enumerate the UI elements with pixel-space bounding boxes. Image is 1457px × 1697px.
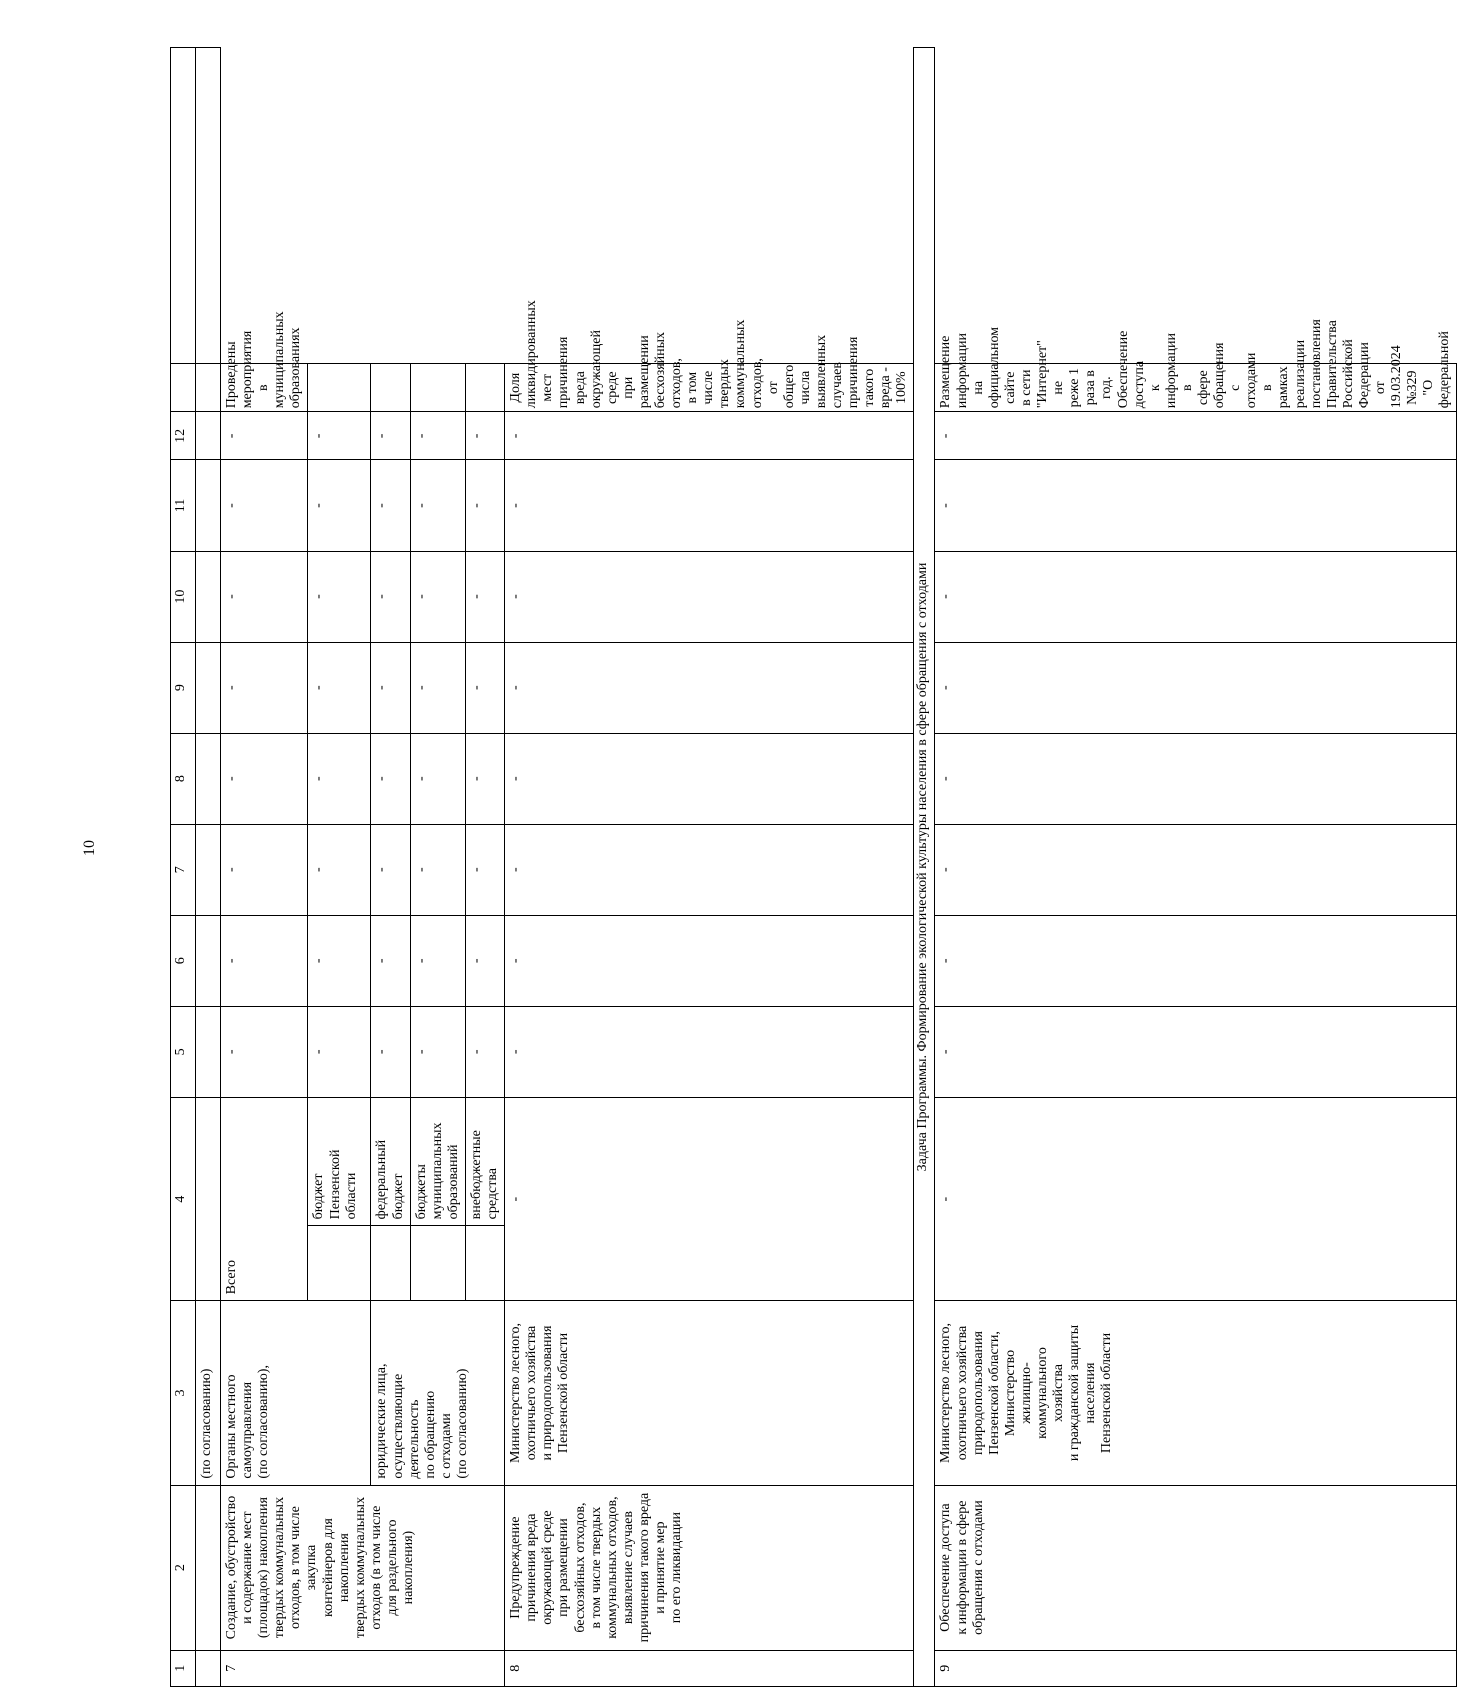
fin-source-label: федеральный бюджет (371, 1097, 410, 1226)
table-row (505, 48, 914, 1687)
value-cell: - (935, 412, 1457, 460)
value-cell: - (935, 915, 1457, 1006)
executor-cell: Министерство лесного, охотничьего хозяйства и природопользования Пензенской области (505, 1301, 914, 1485)
value-cell: - (505, 915, 914, 1006)
program-table (170, 47, 1457, 1687)
value-cell: - (465, 642, 504, 733)
value-cell: - (935, 551, 1457, 642)
row-number: 8 (505, 1650, 914, 1686)
value-cell: - (935, 1006, 1457, 1097)
value-cell: - (410, 460, 465, 551)
fin-source-label: - (935, 1097, 1457, 1301)
executor-cell: Министерство лесного, охотничьего хозяйства природопользования Пензенской области, Министерство жилищно- коммунального хозяйства и гражданской защиты населения Пензенской области (935, 1301, 1457, 1485)
header-cell: 1 (171, 1650, 196, 1686)
header-cell: 7 (171, 824, 196, 915)
header-cell: 3 (171, 1301, 196, 1485)
value-cell: - (935, 824, 1457, 915)
fin-source-label: бюджет Пензенской области (308, 1097, 371, 1226)
fin-source-label: внебюджетные средства (465, 1097, 504, 1226)
value-cell: - (371, 460, 410, 551)
value-cell: - (308, 551, 371, 642)
header-cell: 8 (171, 733, 196, 824)
value-cell: - (308, 1006, 371, 1097)
value-cell: - (935, 460, 1457, 551)
header-cell: 11 (171, 460, 196, 551)
spacer-cell (308, 1226, 371, 1301)
value-cell: - (505, 460, 914, 551)
value-cell: - (465, 460, 504, 551)
header-cell: 2 (171, 1485, 196, 1650)
value-cell: - (465, 551, 504, 642)
rotated-page (170, 47, 1453, 1687)
header-cell: 6 (171, 915, 196, 1006)
value-cell: - (465, 824, 504, 915)
value-cell: - (308, 460, 371, 551)
value-cell: - (308, 733, 371, 824)
value-cell: - (465, 915, 504, 1006)
value-cell: - (505, 733, 914, 824)
table-row (371, 48, 410, 1687)
value-cell: - (465, 1006, 504, 1097)
value-cell: - (308, 824, 371, 915)
value-cell: - (410, 824, 465, 915)
header-cell: 12 (171, 412, 196, 460)
row-number: 9 (935, 1650, 1457, 1686)
value-cell: - (371, 1006, 410, 1097)
value-cell: - (935, 642, 1457, 733)
executor-cell: (по согласованию) (196, 1301, 221, 1485)
header-row (171, 48, 196, 1687)
header-cell: 5 (171, 1006, 196, 1097)
value-cell: - (221, 1006, 308, 1097)
page-number: 10 (81, 840, 98, 856)
value-cell: - (505, 824, 914, 915)
measure-name: Обеспечение доступа к информации в сфере обращения с отходами (935, 1485, 1457, 1650)
fin-source-label: - (505, 1097, 914, 1301)
header-cell: 4 (171, 1097, 196, 1301)
task-row (914, 48, 935, 1687)
value-cell: - (410, 412, 465, 460)
value-cell: - (221, 412, 308, 460)
value-cell: - (465, 412, 504, 460)
value-cell: - (221, 460, 308, 551)
value-cell: - (308, 412, 371, 460)
value-cell: - (221, 551, 308, 642)
value-cell: - (221, 824, 308, 915)
value-cell: - (410, 915, 465, 1006)
header-cell: 10 (171, 551, 196, 642)
value-cell: - (371, 412, 410, 460)
value-cell: - (505, 551, 914, 642)
result-cell: Размещение информации на официальном сайте в сети "Интернет" не реже 1 раза в год. Обеспечение доступа к информации в сфере обращения с отходами в рамках реализации постановления Правительства Российской Федерации от 19.03.2024 №329 "О федеральной (935, 364, 1457, 412)
value-cell: - (410, 551, 465, 642)
value-cell: - (505, 1006, 914, 1097)
header-cell (171, 48, 196, 364)
table-row (935, 48, 1457, 1687)
executor-cell: юридические лица, осуществляющие деятельность по обращению с отходами (по согласованию) (371, 1301, 505, 1485)
value-cell: - (410, 733, 465, 824)
measure-name: Предупреждение причинения вреда окружающей среде при размещении бесхозяйных отходов, в том числе твердых коммунальных отходов, выявление случаев причинения такого вреда и принятие мер по его ликвидации (505, 1485, 914, 1650)
value-cell: - (371, 824, 410, 915)
value-cell: - (465, 733, 504, 824)
row-number: 7 (221, 1650, 505, 1686)
value-cell: - (410, 1006, 465, 1097)
result-cell: Проведены мероприятия в муниципальных образованиях (221, 364, 308, 412)
header-cell (171, 364, 196, 412)
table-row (221, 48, 308, 1687)
value-cell: - (371, 642, 410, 733)
value-cell: - (221, 642, 308, 733)
value-cell: - (308, 642, 371, 733)
task-title: Задача Программы. Формирование экологической культуры населения в сфере обращения с отходами (914, 48, 935, 1687)
value-cell: - (308, 915, 371, 1006)
header-cell: 9 (171, 642, 196, 733)
measure-name: Создание, обустройство и содержание мест (площадок) накопления твердых коммунальных отходов, в том числе закупка контейнеров для накопления твердых коммунальных отходов (в том числе для раздельного накопления) (221, 1485, 505, 1650)
value-cell: - (221, 733, 308, 824)
executor-cell: Органы местного самоуправления (по согласованию), (221, 1301, 371, 1485)
fin-source-label: бюджеты муниципальных образований (410, 1097, 465, 1226)
value-cell: - (935, 733, 1457, 824)
fin-source-label: Всего (221, 1097, 308, 1301)
value-cell: - (371, 733, 410, 824)
value-cell: - (505, 412, 914, 460)
value-cell: - (371, 551, 410, 642)
value-cell: - (505, 642, 914, 733)
value-cell: - (371, 915, 410, 1006)
value-cell: - (221, 915, 308, 1006)
value-cell: - (410, 642, 465, 733)
continuation-row (196, 48, 221, 1687)
result-cell: Доля ликвидированных мест причинения вреда окружающей среде при размещении бесхозяйных отходов, в том числе твердых коммунальных отходов, от общего числа выявленных случаев причинения такого вреда - 100% (505, 364, 914, 412)
